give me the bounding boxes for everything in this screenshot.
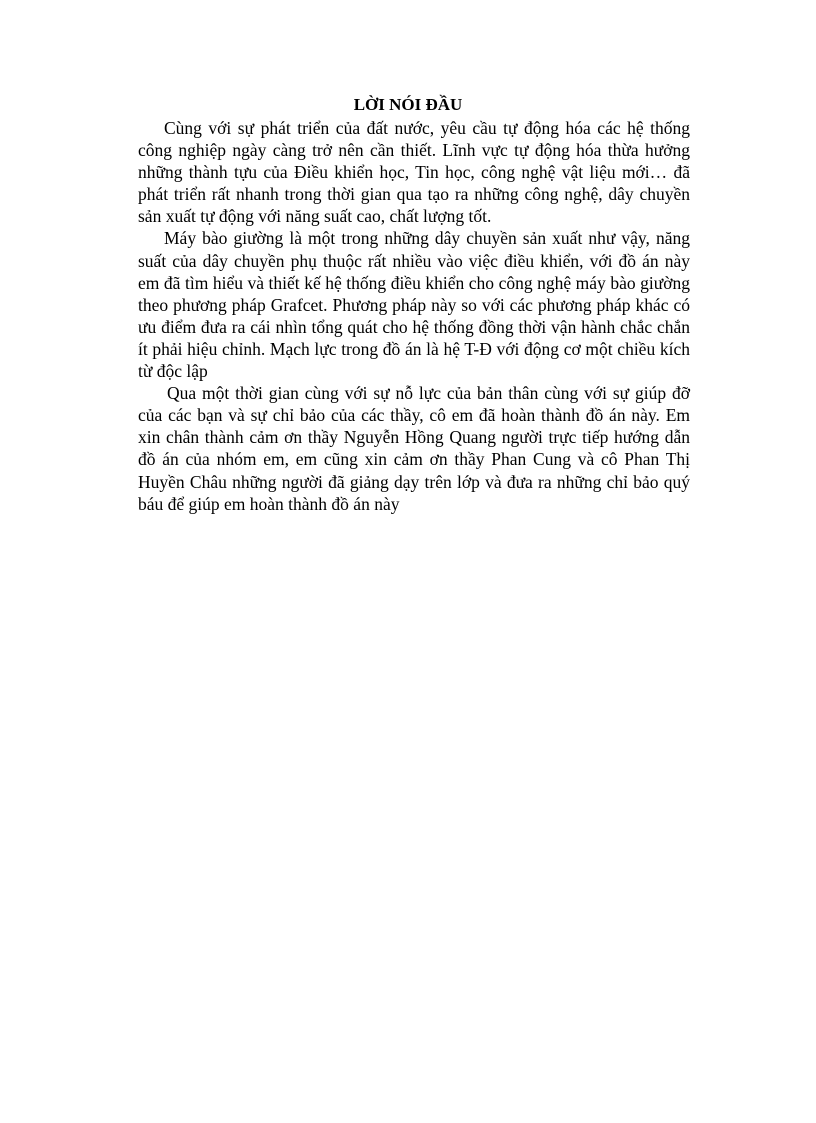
paragraph-planer-machine: Máy bào giường là một trong những dây chuyền sản xuất như vậy, năng suất của dây chuyền phụ thuộc rất nhiều vào việc điều khiển, với đồ án này em đã tìm hiểu và thiết kế hệ thống điều khiển cho công nghệ máy bào giường theo phương pháp Grafcet. Phương pháp này so với các phương pháp khác có ưu điểm đưa ra cái nhìn tổng quát cho hệ thống đồng thời vận hành chắc chắn ít phải hiệu chỉnh. Mạch lực trong đồ án là hệ T-Đ với động cơ một chiều kích từ độc lập xyxy=(138,228,690,382)
page-title: LỜI NÓI ĐẦU xyxy=(353,95,463,114)
paragraph-acknowledgements: Qua một thời gian cùng với sự nỗ lực của bản thân cùng với sự giúp đỡ của các bạn và sự chỉ bảo của các thầy, cô em đã hoàn thành đồ án này. Em xin chân thành cảm ơn thầy Nguyễn Hồng Quang người trực tiếp hướng dẫn đồ án của nhóm em, em cũng xin cảm ơn thầy Phan Cung và cô Phan Thị Huyền Châu những người đã giảng dạy trên lớp và đưa ra những chỉ bảo quý báu để giúp em hoàn thành đồ án này xyxy=(138,383,690,514)
document-body xyxy=(138,117,690,515)
paragraph-intro: Cùng với sự phát triển của đất nước, yêu cầu tự động hóa các hệ thống công nghiệp ngày càng trở nên cần thiết. Lĩnh vực tự động hóa thừa hưởng những thành tựu của Điều khiển học, Tin học, công nghệ vật liệu mới… đã phát triển rất nhanh trong thời gian qua tạo ra những công nghệ, dây chuyền sản xuất tự động với năng suất cao, chất lượng tốt. xyxy=(138,118,690,227)
